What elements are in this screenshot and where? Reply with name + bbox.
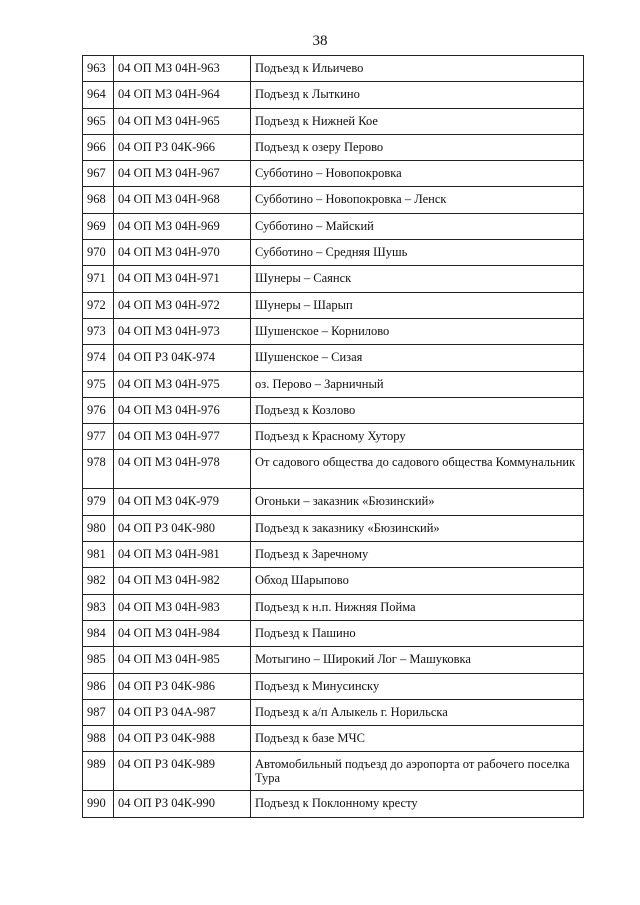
- row-number-cell: 973: [83, 318, 114, 344]
- row-number-cell: 989: [83, 752, 114, 791]
- road-name-cell: Подъезд к Минусинску: [251, 673, 584, 699]
- road-code-cell: 04 ОП РЗ 04К-990: [114, 791, 251, 817]
- road-code-cell: 04 ОП МЗ 04Н-968: [114, 187, 251, 213]
- road-code-cell: 04 ОП МЗ 04Н-965: [114, 108, 251, 134]
- road-name-cell: Мотыгино – Широкий Лог – Машуковка: [251, 647, 584, 673]
- road-name-cell: Подъезд к Лыткино: [251, 82, 584, 108]
- row-number-cell: 983: [83, 594, 114, 620]
- table-row: [83, 292, 584, 318]
- table-row: [83, 240, 584, 266]
- road-code-cell: 04 ОП МЗ 04Н-969: [114, 213, 251, 239]
- road-name-cell: Шунеры – Шарып: [251, 292, 584, 318]
- road-code-cell: 04 ОП МЗ 04Н-973: [114, 318, 251, 344]
- road-name-cell: Подъезд к н.п. Нижняя Пойма: [251, 594, 584, 620]
- row-number-cell: 977: [83, 424, 114, 450]
- road-name-cell: Субботино – Средняя Шушь: [251, 240, 584, 266]
- table-row: [83, 213, 584, 239]
- road-name-cell: Субботино – Майский: [251, 213, 584, 239]
- row-number-cell: 969: [83, 213, 114, 239]
- table-body: [83, 56, 584, 818]
- row-number-cell: 972: [83, 292, 114, 318]
- road-name-cell: Подъезд к Ильичево: [251, 56, 584, 82]
- row-number-cell: 987: [83, 699, 114, 725]
- road-name-cell: Подъезд к а/п Алыкель г. Норильска: [251, 699, 584, 725]
- road-code-cell: 04 ОП МЗ 04Н-964: [114, 82, 251, 108]
- table-row: [83, 647, 584, 673]
- road-name-cell: Субботино – Новопокровка: [251, 161, 584, 187]
- row-number-cell: 970: [83, 240, 114, 266]
- row-number-cell: 981: [83, 542, 114, 568]
- row-number-cell: 966: [83, 134, 114, 160]
- row-number-cell: 963: [83, 56, 114, 82]
- table-row: [83, 673, 584, 699]
- road-name-cell: Подъезд к базе МЧС: [251, 726, 584, 752]
- table-row: [83, 542, 584, 568]
- row-number-cell: 979: [83, 489, 114, 515]
- row-number-cell: 990: [83, 791, 114, 817]
- table-row: [83, 594, 584, 620]
- table-row: [83, 108, 584, 134]
- table-row: [83, 568, 584, 594]
- road-name-cell: Шушенское – Сизая: [251, 345, 584, 371]
- table-row: [83, 371, 584, 397]
- table-row: [83, 134, 584, 160]
- road-code-cell: 04 ОП МЗ 04Н-982: [114, 568, 251, 594]
- road-name-cell: Подъезд к Пашино: [251, 620, 584, 646]
- table-row: [83, 424, 584, 450]
- road-code-cell: 04 ОП МЗ 04Н-963: [114, 56, 251, 82]
- row-number-cell: 968: [83, 187, 114, 213]
- table-row: [83, 161, 584, 187]
- road-name-cell: Шунеры – Саянск: [251, 266, 584, 292]
- row-number-cell: 988: [83, 726, 114, 752]
- table-row: [83, 56, 584, 82]
- road-name-cell: Подъезд к Красному Хутору: [251, 424, 584, 450]
- road-code-cell: 04 ОП РЗ 04К-989: [114, 752, 251, 791]
- row-number-cell: 967: [83, 161, 114, 187]
- row-number-cell: 976: [83, 397, 114, 423]
- road-code-cell: 04 ОП РЗ 04К-966: [114, 134, 251, 160]
- road-name-cell: Подъезд к заказнику «Бюзинский»: [251, 515, 584, 541]
- row-number-cell: 982: [83, 568, 114, 594]
- road-code-cell: 04 ОП МЗ 04Н-975: [114, 371, 251, 397]
- road-name-cell: Субботино – Новопокровка – Ленск: [251, 187, 584, 213]
- road-code-cell: 04 ОП МЗ 04Н-971: [114, 266, 251, 292]
- road-name-cell: Подъезд к Поклонному кресту: [251, 791, 584, 817]
- road-name-cell: Подъезд к озеру Перово: [251, 134, 584, 160]
- road-code-cell: 04 ОП РЗ 04К-974: [114, 345, 251, 371]
- road-name-cell: оз. Перово – Зарничный: [251, 371, 584, 397]
- row-number-cell: 980: [83, 515, 114, 541]
- road-code-cell: 04 ОП МЗ 04Н-983: [114, 594, 251, 620]
- road-code-cell: 04 ОП МЗ 04Н-967: [114, 161, 251, 187]
- road-code-cell: 04 ОП МЗ 04Н-978: [114, 450, 251, 489]
- table-row: [83, 489, 584, 515]
- road-code-cell: 04 ОП МЗ 04К-979: [114, 489, 251, 515]
- road-registry-table: [82, 55, 584, 818]
- row-number-cell: 986: [83, 673, 114, 699]
- row-number-cell: 975: [83, 371, 114, 397]
- road-code-cell: 04 ОП МЗ 04Н-972: [114, 292, 251, 318]
- road-code-cell: 04 ОП МЗ 04Н-981: [114, 542, 251, 568]
- road-name-cell: Шушенское – Корнилово: [251, 318, 584, 344]
- row-number-cell: 971: [83, 266, 114, 292]
- row-number-cell: 984: [83, 620, 114, 646]
- table-row: [83, 266, 584, 292]
- table-row: [83, 187, 584, 213]
- row-number-cell: 965: [83, 108, 114, 134]
- table-row: [83, 515, 584, 541]
- table-row: [83, 699, 584, 725]
- table-row: [83, 318, 584, 344]
- road-code-cell: 04 ОП РЗ 04К-980: [114, 515, 251, 541]
- page-number: 38: [312, 33, 328, 49]
- road-name-cell: Подъезд к Нижней Кое: [251, 108, 584, 134]
- road-name-cell: Обход Шарыпово: [251, 568, 584, 594]
- road-name-cell: Автомобильный подъезд до аэропорта от рабочего поселка Тура: [251, 752, 584, 791]
- table-row: [83, 620, 584, 646]
- table-row: [83, 345, 584, 371]
- road-code-cell: 04 ОП МЗ 04Н-976: [114, 397, 251, 423]
- road-code-cell: 04 ОП МЗ 04Н-984: [114, 620, 251, 646]
- table-row: [83, 397, 584, 423]
- row-number-cell: 985: [83, 647, 114, 673]
- road-code-cell: 04 ОП МЗ 04Н-985: [114, 647, 251, 673]
- road-code-cell: 04 ОП РЗ 04А-987: [114, 699, 251, 725]
- road-name-cell: Подъезд к Заречному: [251, 542, 584, 568]
- road-name-cell: Подъезд к Козлово: [251, 397, 584, 423]
- road-code-cell: 04 ОП РЗ 04К-986: [114, 673, 251, 699]
- table-row: [83, 450, 584, 489]
- row-number-cell: 964: [83, 82, 114, 108]
- road-code-cell: 04 ОП МЗ 04Н-970: [114, 240, 251, 266]
- road-code-cell: 04 ОП РЗ 04К-988: [114, 726, 251, 752]
- road-name-cell: От садового общества до садового общества Коммунальник: [251, 450, 584, 489]
- table-row: [83, 82, 584, 108]
- road-name-cell: Огоньки – заказник «Бюзинский»: [251, 489, 584, 515]
- table-row: [83, 726, 584, 752]
- table-row: [83, 752, 584, 791]
- road-code-cell: 04 ОП МЗ 04Н-977: [114, 424, 251, 450]
- table-row: [83, 791, 584, 817]
- row-number-cell: 974: [83, 345, 114, 371]
- row-number-cell: 978: [83, 450, 114, 489]
